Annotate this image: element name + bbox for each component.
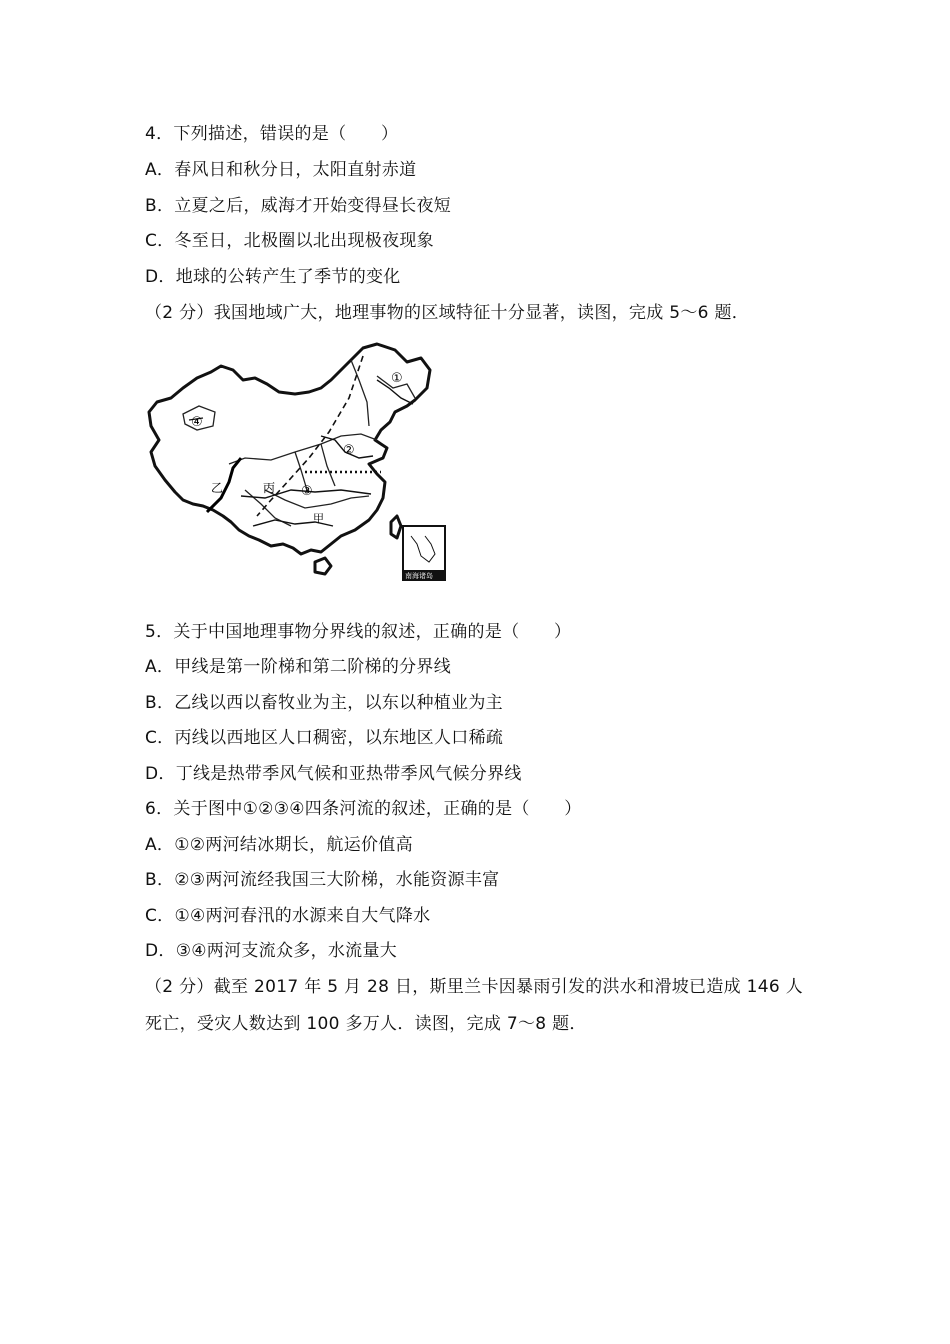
intro-q7-8-line1: （2 分）截至 2017 年 5 月 28 日，斯里兰卡因暴雨引发的洪水和滑坡已造成 146 人 (145, 977, 804, 997)
q5-option-d: D．丁线是热带季风气候和亚热带季风气候分界线 (145, 764, 522, 784)
hainan-island (315, 558, 331, 574)
map-label-2: ② (343, 443, 355, 458)
q4-option-d: D．地球的公转产生了季节的变化 (145, 267, 401, 287)
q4-option-a: A．春风日和秋分日，太阳直射赤道 (145, 160, 417, 180)
q5-option-c: C．丙线以西地区人口稠密，以东地区人口稀疏 (145, 728, 504, 748)
map-label-4: ④ (191, 415, 203, 430)
q4-option-c: C．冬至日，北极圈以北出现极夜现象 (145, 231, 434, 251)
q4-option-b: B．立夏之后，威海才开始变得昼长夜短 (145, 196, 452, 216)
q5-stem: 5．关于中国地理事物分界线的叙述，正确的是（ ） (145, 622, 572, 642)
q6-option-a: A．①②两河结冰期长，航运价值高 (145, 835, 413, 855)
china-map-svg (145, 340, 450, 585)
map-label-1: ① (391, 371, 403, 386)
q6-option-b: B．②③两河流经我国三大阶梯，水能资源丰富 (145, 870, 500, 890)
map-label-yi: 乙 (211, 481, 224, 495)
q5-option-a: A．甲线是第一阶梯和第二阶梯的分界线 (145, 657, 452, 677)
q6-option-c: C．①④两河春汛的水源来自大气降水 (145, 906, 431, 926)
q4-stem: 4．下列描述，错误的是（ ） (145, 124, 399, 144)
intro-q7-8-line2: 死亡，受灾人数达到 100 多万人．读图，完成 7～8 题． (145, 1014, 587, 1034)
inset-label: 南海诸岛 (405, 572, 433, 580)
map-label-bing: 丙 (263, 481, 276, 495)
q6-stem: 6．关于图中①②③④四条河流的叙述，正确的是（ ） (145, 799, 582, 819)
china-map-figure (145, 340, 450, 585)
q5-option-b: B．乙线以西以畜牧业为主，以东以种植业为主 (145, 693, 503, 713)
intro-q5-6: （2 分）我国地域广大，地理事物的区域特征十分显著，读图，完成 5～6 题． (145, 303, 750, 323)
map-label-3: ③ (301, 484, 313, 499)
q6-option-d: D．③④两河支流众多，水流量大 (145, 941, 398, 961)
taiwan-island (391, 516, 401, 538)
map-label-jia: 甲 (313, 512, 324, 525)
south-sea-inset (403, 526, 445, 580)
